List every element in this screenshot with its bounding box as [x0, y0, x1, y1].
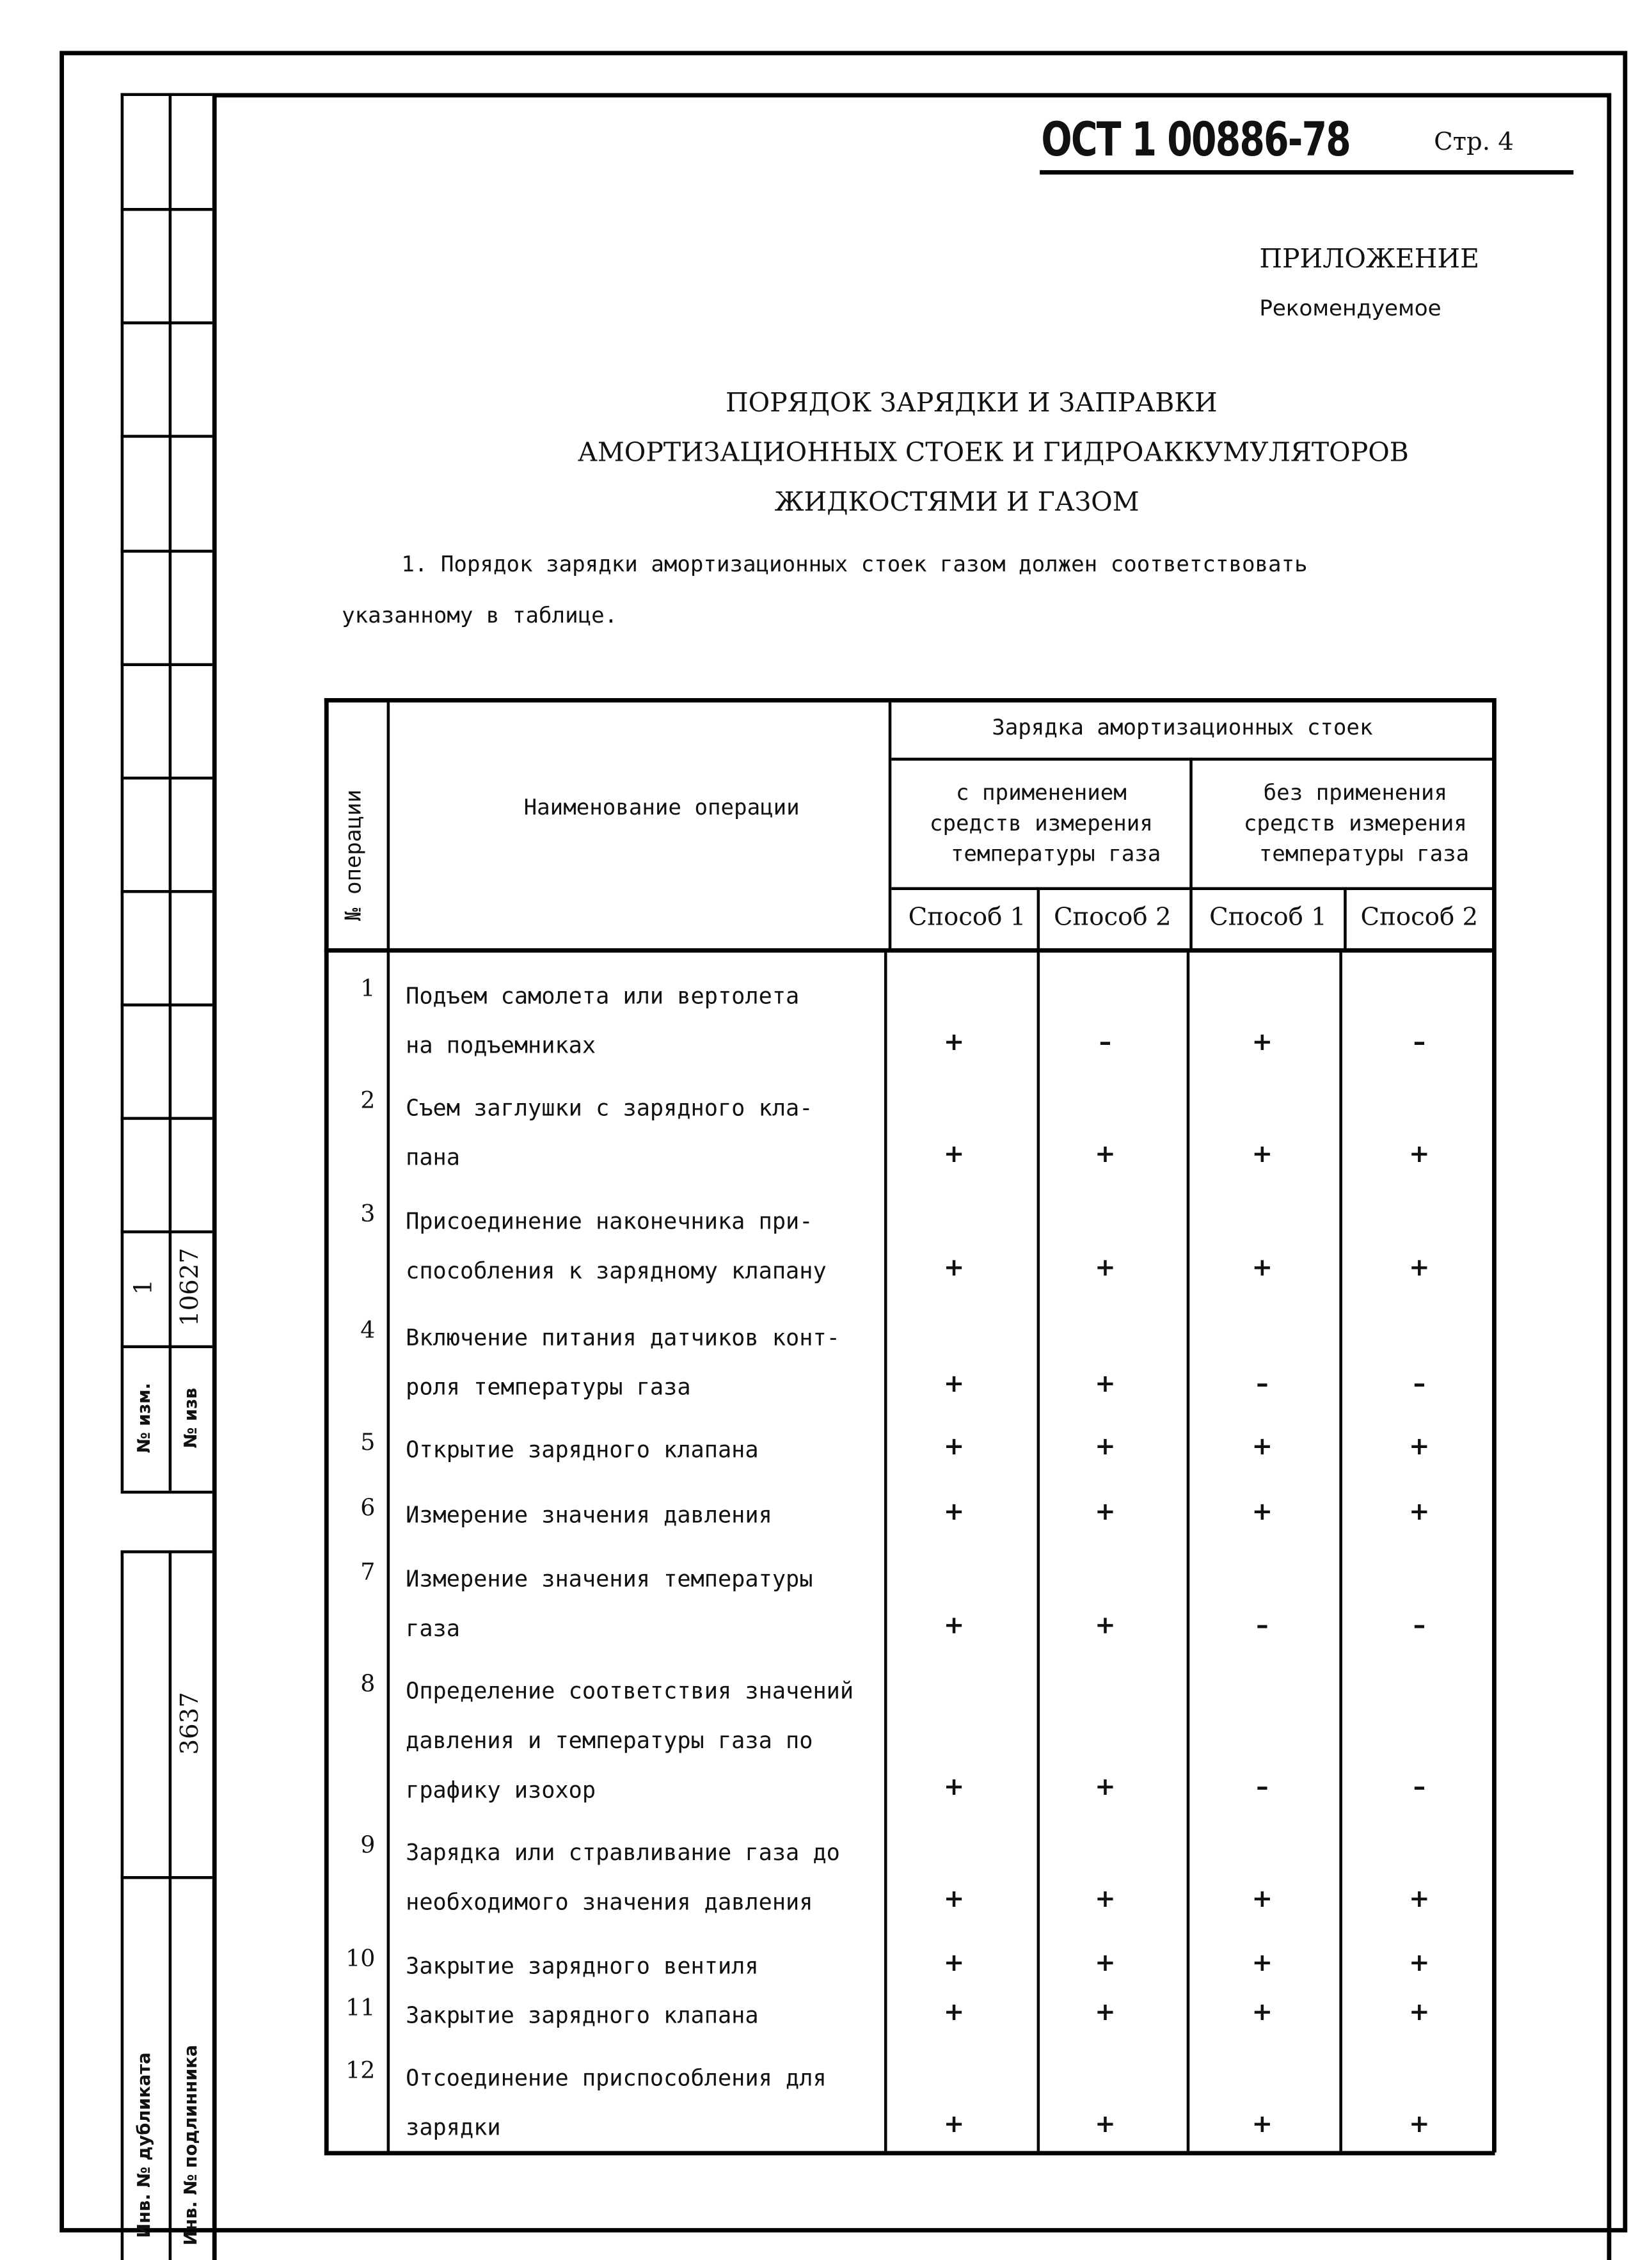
operation-mark: + [1409, 2110, 1430, 2140]
operation-mark: – [1099, 1028, 1112, 1058]
operation-name-line: газа [406, 1616, 460, 1643]
stamp-row [121, 1230, 212, 1234]
table-right [1492, 698, 1497, 2153]
operation-mark: + [1409, 1948, 1430, 1978]
stamp-row [121, 1491, 212, 1494]
operation-mark: + [1409, 1998, 1430, 2028]
operation-mark: + [943, 2110, 965, 2140]
notice-no-label: № изв [180, 1387, 201, 1449]
operation-mark: + [943, 1998, 965, 2028]
stamp-row [121, 777, 212, 780]
operation-number: 12 [345, 2056, 376, 2085]
operation-mark: – [1413, 1028, 1426, 1058]
operation-mark: + [943, 1884, 965, 1914]
operation-name-line: Съем заглушки с зарядного кла- [406, 1095, 813, 1122]
original-inv-label: Инв. № подлинника [180, 2044, 201, 2246]
operation-mark: – [1413, 1611, 1426, 1641]
operation-name-line: Закрытие зарядного вентиля [406, 1953, 759, 1980]
document-title-line-1: ПОРЯДОК ЗАРЯДКИ И ЗАПРАВКИ [725, 388, 1218, 419]
subgroup-with-line-1: с применением [955, 779, 1127, 806]
subgroup-with-line-2: средств измерения [929, 810, 1153, 836]
operation-mark: – [1413, 1370, 1426, 1399]
subgroup-without-line-2: средств измерения [1243, 810, 1467, 836]
operation-mark: + [1409, 1432, 1430, 1462]
stamp-row [121, 1003, 212, 1007]
operation-name-line: зарядки [406, 2114, 501, 2141]
column-header-name: Наименование операции [523, 794, 800, 820]
operation-mark: + [1251, 1884, 1273, 1914]
column-header-number: № операции [340, 789, 367, 921]
sheet-frame [60, 51, 1627, 2232]
operation-mark: + [1251, 1140, 1273, 1170]
subgroup-without-line-3: температуры газа [1259, 840, 1470, 867]
stamp-row [121, 890, 212, 893]
operation-mark: + [1095, 1948, 1116, 1978]
operation-mark: – [1256, 1611, 1269, 1641]
lower-stamp-left [121, 1550, 124, 2260]
operation-name-line: роля температуры газа [406, 1374, 691, 1401]
method-header-3: Способ 1 [1209, 903, 1327, 932]
operation-mark: + [943, 1370, 965, 1399]
operation-name-line: Закрытие зарядного клапана [406, 2002, 759, 2029]
operation-mark: + [1095, 2110, 1116, 2140]
table-top [324, 698, 1495, 703]
operation-mark: – [1256, 1772, 1269, 1802]
page-label: Стр. 4 [1434, 128, 1514, 157]
operation-mark: + [943, 1028, 965, 1058]
stamp-row [121, 1117, 212, 1120]
operation-mark: + [943, 1948, 965, 1978]
operation-mark: + [1251, 2110, 1273, 2140]
operation-name-line: Измерение значения давления [406, 1502, 772, 1529]
col-sep-no [387, 698, 390, 2153]
header-rule [1040, 170, 1573, 175]
operation-mark: + [1251, 1498, 1273, 1527]
intro-line-2: указанному в таблице. [342, 601, 618, 628]
operation-mark: + [1251, 1998, 1273, 2028]
operation-mark: + [1095, 1370, 1116, 1399]
operation-number: 1 [360, 974, 376, 1003]
operation-name-line: на подъемниках [406, 1032, 596, 1059]
inner-frame-right [1607, 93, 1612, 2260]
col-sep-method-a [1037, 887, 1040, 2151]
operation-name-line: Отсоединение приспособления для [406, 2065, 827, 2092]
lower-stamp-top [121, 1550, 212, 1554]
operation-mark: + [1251, 1253, 1273, 1283]
duplicate-inv-label: Инв. № дубликата [134, 2052, 154, 2238]
intro-line-1: 1. Порядок зарядки амортизационных стоек газом должен соответствовать [401, 551, 1308, 578]
operation-mark: + [1095, 1772, 1116, 1802]
stamp-row [121, 663, 212, 666]
operation-mark: + [1409, 1884, 1430, 1914]
appendix-status: Рекомендуемое [1259, 295, 1442, 322]
operation-name-line: пана [406, 1144, 460, 1171]
stamp-row [121, 321, 212, 324]
operation-mark: + [1409, 1253, 1430, 1283]
operation-mark: + [1095, 1611, 1116, 1641]
operation-mark: + [1095, 1253, 1116, 1283]
operation-name-line: необходимого значения давления [406, 1889, 813, 1916]
operation-number: 5 [360, 1428, 376, 1456]
group-header: Зарядка амортизационных стоек [992, 713, 1373, 740]
operation-mark: + [943, 1611, 965, 1641]
method-header-1: Способ 1 [908, 903, 1026, 932]
operation-mark: + [943, 1772, 965, 1802]
method-header-2: Способ 2 [1053, 903, 1171, 932]
operation-mark: + [943, 1253, 965, 1283]
appendix-title: ПРИЛОЖЕНИЕ [1259, 244, 1479, 275]
change-no-label: № изм. [134, 1383, 154, 1454]
stamp-row [121, 208, 212, 211]
operation-mark: + [1095, 1498, 1116, 1527]
notice-no-value: 10627 [176, 1248, 205, 1326]
operation-mark: + [943, 1498, 965, 1527]
operation-name-line: Открытие зарядного клапана [406, 1436, 759, 1463]
document-title-line-2: АМОРТИЗАЦИОННЫХ СТОЕК И ГИДРОАККУМУЛЯТОРОВ [577, 438, 1409, 468]
operation-number: 9 [360, 1831, 376, 1859]
operation-mark: + [1251, 1432, 1273, 1462]
table-left [324, 698, 329, 2153]
operation-number: 2 [360, 1086, 376, 1115]
stamp-top [121, 93, 212, 96]
operation-mark: + [1095, 1998, 1116, 2028]
operation-name-line: Подъем самолета или вертолета [406, 983, 800, 1010]
col-sep-method-b [1344, 887, 1347, 950]
operation-mark: – [1413, 1772, 1426, 1802]
operation-number: 8 [360, 1669, 376, 1698]
subgroup-without-line-1: без применения [1263, 779, 1448, 806]
stamp-divider [169, 93, 172, 1490]
stamp-row [121, 550, 212, 553]
operation-number: 3 [360, 1200, 376, 1228]
lower-stamp-divider [169, 1550, 172, 2260]
col-sep-with-without-body [1187, 951, 1190, 2151]
operation-number: 10 [345, 1944, 376, 1973]
operation-name-line: Измерение значения температуры [406, 1566, 813, 1593]
original-inv-value: 3637 [176, 1692, 205, 1755]
operation-mark: + [1095, 1432, 1116, 1462]
header-bottom-rule [324, 948, 1495, 953]
col-sep-name-body [884, 951, 887, 2151]
col-sep-name [889, 698, 892, 951]
operation-name-line: графику изохор [406, 1777, 596, 1804]
operation-mark: + [1409, 1498, 1430, 1527]
operation-name-line: Зарядка или стравливание газа до [406, 1840, 840, 1866]
col-sep-method-b-body [1339, 951, 1342, 2151]
operation-name-line: способления к зарядному клапану [406, 1258, 827, 1284]
stamp-row [121, 435, 212, 438]
subgroup-with-line-3: температуры газа [950, 840, 1161, 867]
operation-name-line: давления и температуры газа по [406, 1728, 813, 1755]
operation-number: 4 [360, 1316, 376, 1344]
method-header-4: Способ 2 [1360, 903, 1479, 932]
standard-number: ОСТ 1 00886-78 [1041, 112, 1350, 168]
operation-number: 6 [360, 1493, 376, 1522]
operation-mark: – [1256, 1370, 1269, 1399]
lower-stamp-row [121, 1876, 212, 1879]
col-sep-with-without [1189, 758, 1193, 950]
operation-number: 7 [360, 1557, 376, 1586]
operation-mark: + [943, 1140, 965, 1170]
operation-name-line: Определение соответствия значений [406, 1678, 854, 1705]
inner-frame-left [212, 93, 217, 2260]
operation-number: 11 [345, 1994, 376, 2022]
operation-mark: + [1409, 1140, 1430, 1170]
operation-mark: + [1095, 1884, 1116, 1914]
operation-mark: + [943, 1432, 965, 1462]
document-title-line-3: ЖИДКОСТЯМИ И ГАЗОМ [774, 487, 1140, 518]
change-no-value: 1 [129, 1279, 159, 1295]
stamp-outer-left [121, 93, 124, 1490]
inner-frame-top [212, 93, 1608, 97]
stamp-row [121, 1345, 212, 1348]
operation-mark: + [1095, 1140, 1116, 1170]
operation-name-line: Включение питания датчиков конт- [406, 1325, 840, 1351]
operation-mark: + [1251, 1028, 1273, 1058]
operation-name-line: Присоединение наконечника при- [406, 1208, 813, 1235]
operation-mark: + [1251, 1948, 1273, 1978]
